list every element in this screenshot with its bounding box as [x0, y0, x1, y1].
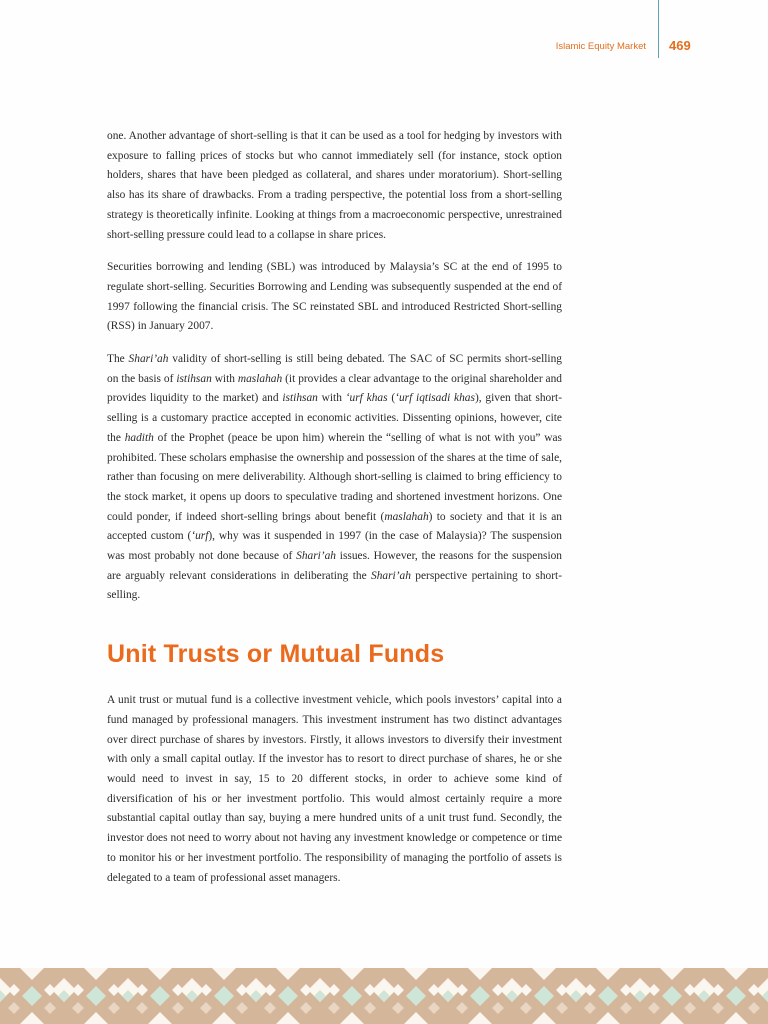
- term-urf-khas: ‘urf khas: [345, 392, 388, 405]
- text-run: ), why was it suspended in 1997 (in the case of Malaysia)? The suspension was most probably not done because of: [107, 530, 562, 563]
- term-urf: ‘urf: [191, 530, 209, 543]
- text-run: ) to society and that it is an accepted custom (: [107, 510, 563, 543]
- text-run: ), given that short-selling is a customary practice accepted in economic activities. Dissenting opinions, however, cite the: [107, 392, 562, 444]
- text-run: with: [211, 372, 238, 385]
- paragraph-1: one. Another advantage of short-selling is that it can be used as a tool for hedging by investors with exposure to falling prices of stocks but who cannot immediately sell (for instance, stock option holders, shares that have been pledged as collateral, and shares under moratorium). Short-selling also has its share of drawbacks. From a trading perspective, the potential loss from a short-selling strategy is theoretically infinite. Looking at things from a macroeconomic perspective, unrestrained short-selling pressure could lead to a collapse in share prices.: [107, 130, 562, 241]
- text-run: (it provides a clear advantage to the original shareholder and provides liquidity to the market) and: [107, 372, 563, 405]
- geometric-pattern-icon: [0, 968, 768, 1024]
- paragraph-4: A unit trust or mutual fund is a collective investment vehicle, which pools investors’ capital into a fund managed by professional managers. This investment instrument has two distinct advantages over direct purchase of shares by investors. Firstly, it allows investors to diversify their investment with only a small capital outlay. If the investor has to resort to direct purchase of shares, he or she would need to invest in say, 15 to 20 different stocks, in order to achieve some kind of diversification of his or her investment portfolio. This would almost certainly require a more substantial capital outlay than say, buying a mere hundred units of a unit trust fund. Secondly, the investor does not need to worry about not having any investment knowledge or competence or time to monitor his or her investment portfolio. The responsibility of managing the portfolio of assets is delegated to a team of professional asset managers.: [107, 694, 562, 884]
- main-text: [107, 127, 562, 901]
- page-number: 469: [669, 38, 691, 53]
- term-istihsan: istihsan: [176, 372, 212, 385]
- text-run: of the Prophet (peace be upon him) wherein the “selling of what is not with you” was prohibited. These scholars emphasise the ownership and possession of the shares at the time of sale, rather than focusing on mere deliverability. Although short-selling is claimed to bring efficiency to the stock market, it opens up doors to speculative trading and shortened investment horizons. One could ponder, if indeed short-selling brings about benefit (: [107, 431, 562, 523]
- term-shariah: Shari’ah: [128, 353, 169, 366]
- term-shariah: Shari’ah: [371, 569, 411, 582]
- term-hadith: hadith: [124, 431, 154, 444]
- header-rule: [658, 0, 659, 58]
- decorative-pattern-band: [0, 968, 768, 1024]
- text-run: (: [387, 392, 396, 405]
- term-istihsan: istihsan: [282, 392, 318, 405]
- term-maslahah: maslahah: [237, 372, 283, 385]
- text-run: with: [317, 392, 346, 405]
- section-heading: Unit Trusts or Mutual Funds: [107, 640, 445, 669]
- term-urf-iqtisadi-khas: ‘urf iqtisadi khas: [395, 392, 475, 405]
- text-run: validity of short-selling is still being debated. The SAC of SC permits short-selling on the basis of: [107, 353, 562, 385]
- text-run: The: [107, 353, 129, 366]
- text-run: issues. However, the reasons for the suspension are arguably relevant considerations in deliberating the: [107, 550, 562, 582]
- term-maslahah: maslahah: [384, 510, 429, 523]
- paragraph-2: Securities borrowing and lending (SBL) was introduced by Malaysia’s SC at the end of 1995 to regulate short-selling. Securities Borrowing and Lending was subsequently suspended at the end of 1997 following the financial crisis. The SC reinstated SBL and introduced Restricted Short-selling (RSS) in January 2007.: [107, 261, 562, 333]
- running-head: Islamic Equity Market: [555, 41, 646, 52]
- paragraph-3: [107, 350, 562, 606]
- text-run: perspective pertaining to short-selling.: [107, 569, 562, 602]
- term-shariah: Shari’ah: [296, 550, 336, 563]
